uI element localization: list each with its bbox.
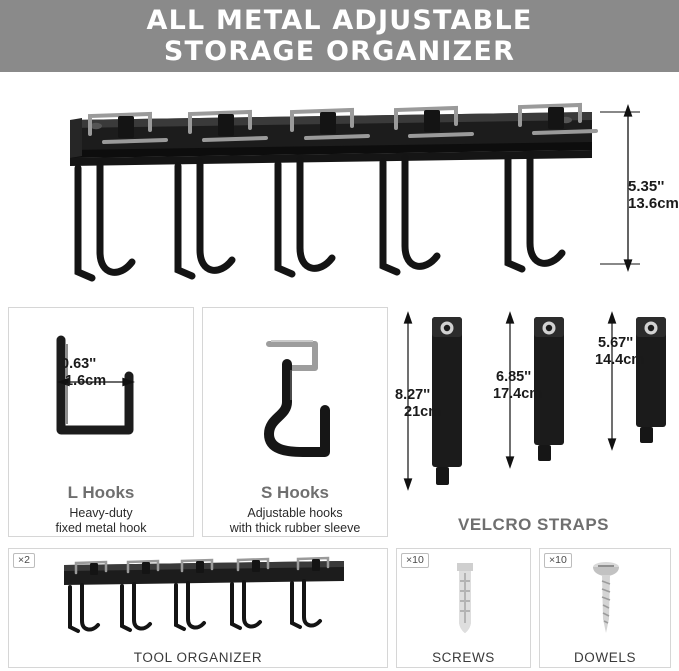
s-hooks-card bbox=[202, 307, 388, 537]
dowels-qty: ×10 bbox=[544, 553, 572, 568]
velcro-strap-1-cm: 21cm bbox=[404, 404, 442, 420]
velcro-strap-3-inches: 5.67'' bbox=[598, 335, 634, 351]
tool-organizer-box bbox=[8, 548, 388, 668]
main-height-cm: 13.6cm bbox=[628, 195, 679, 212]
s-hooks-sub-2: with thick rubber sleeve bbox=[229, 521, 361, 535]
main-height-inches: 5.35'' bbox=[628, 178, 665, 195]
tool-organizer-mini-illustration bbox=[54, 553, 354, 645]
velcro-strap-2-inches: 6.85'' bbox=[496, 369, 532, 385]
s-hooks-sub-1: Adjustable hooks bbox=[247, 506, 343, 520]
main-product-illustration bbox=[0, 72, 679, 300]
header-title-line-2: STORAGE ORGANIZER bbox=[163, 36, 516, 67]
s-hooks-title: S Hooks bbox=[260, 483, 330, 502]
l-hook-illustration bbox=[9, 310, 193, 470]
l-hook-dim-cm: 1.6cm bbox=[65, 373, 107, 389]
dowels-label: DOWELS bbox=[573, 650, 637, 665]
screws-box bbox=[396, 548, 531, 668]
l-hooks-sub-1: Heavy-duty bbox=[69, 506, 133, 520]
screw-icon bbox=[576, 559, 636, 641]
s-hook-illustration bbox=[203, 310, 387, 470]
l-hook-dim-inches: 0.63'' bbox=[61, 356, 97, 372]
header-title-line-1: ALL METAL ADJUSTABLE bbox=[146, 5, 533, 36]
l-hooks-card bbox=[8, 307, 194, 537]
storage-organizer-drawing bbox=[0, 72, 679, 300]
velcro-straps-title: VELCRO STRAPS bbox=[457, 515, 610, 534]
tool-organizer-label: TOOL ORGANIZER bbox=[133, 650, 263, 665]
tool-organizer-qty: ×2 bbox=[13, 553, 35, 568]
wall-plug-icon bbox=[435, 559, 495, 641]
l-hooks-title: L Hooks bbox=[67, 483, 135, 502]
dowels-box bbox=[539, 548, 671, 668]
l-hooks-sub-2: fixed metal hook bbox=[55, 521, 147, 535]
header-banner bbox=[0, 0, 679, 72]
velcro-strap-3-cm: 14.4cm bbox=[595, 352, 645, 368]
velcro-strap-1-inches: 8.27'' bbox=[395, 387, 431, 403]
screws-label: SCREWS bbox=[432, 650, 495, 665]
screws-qty: ×10 bbox=[401, 553, 429, 568]
velcro-straps-group bbox=[396, 307, 671, 537]
velcro-strap-2-cm: 17.4cm bbox=[493, 386, 543, 402]
main-height-dimension bbox=[628, 178, 679, 212]
